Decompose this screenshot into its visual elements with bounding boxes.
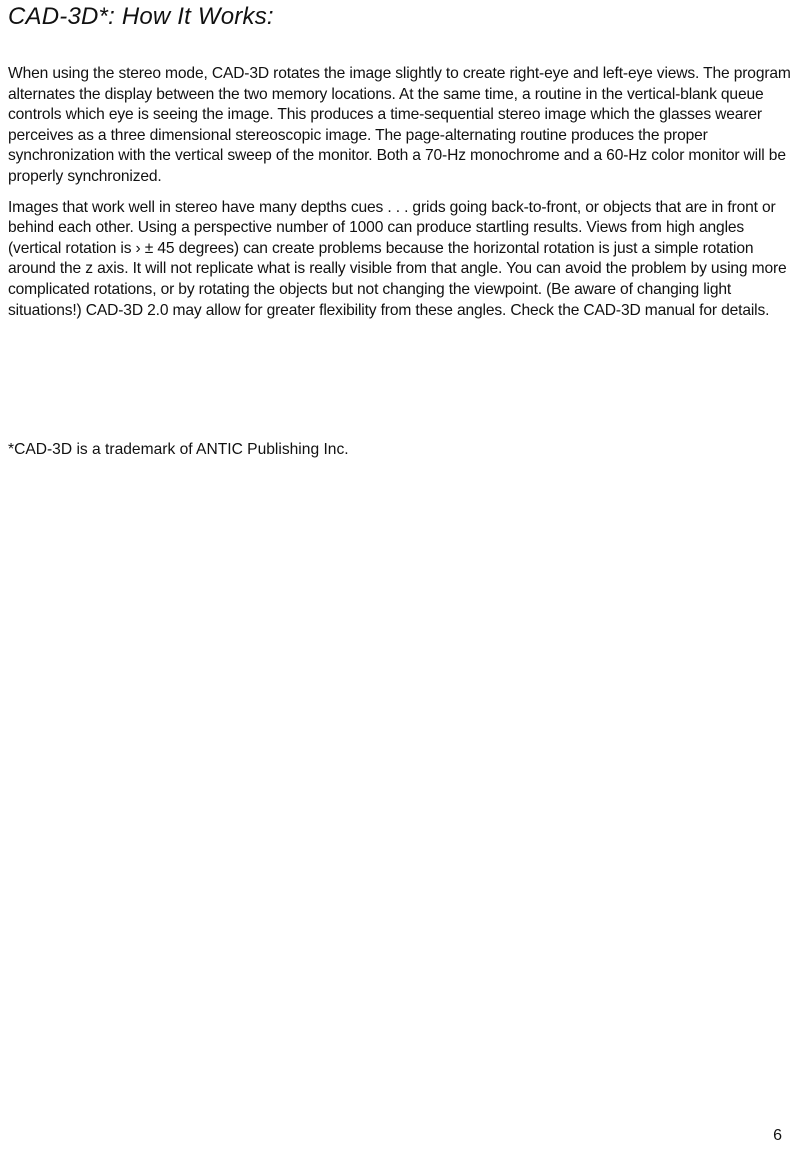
body-text — [8, 64, 794, 331]
paragraph-depth-cues: Images that work well in stereo have many depths cues . . . grids going back-to-front, or objects that are in front or behind each other. Using a perspective number of 1000 can produce startling results. Views from high angles (vertical rotation is › ± 45 degrees) can create problems because the horizontal rotation is just a simple rotation around the z axis. It will not replicate what is really visible from that angle. You can avoid the problem by using more complicated rotations, or by rotating the objects but not changing the viewpoint. (Be aware of changing light situations!) CAD-3D 2.0 may allow for greater flexibility from these angles. Check the CAD-3D manual for details. — [8, 198, 787, 319]
page-number: 6 — [773, 1127, 782, 1144]
trademark-footnote: *CAD-3D is a trademark of ANTIC Publishing Inc. — [8, 441, 349, 458]
paragraph-stereo-mode: When using the stereo mode, CAD-3D rotates the image slightly to create right-eye and left-eye views. The program alternates the display between the two memory locations. At the same time, a routine in the vertical-blank queue controls which eye is seeing the image. This produces a time-sequential stereo image which the glasses wearer perceives as a three dimensional stereoscopic image. The page-alternating routine produces the proper synchronization with the vertical sweep of the monitor. Both a 70-Hz monochrome and a 60-Hz color monitor will be properly synchronized. — [8, 65, 791, 185]
page-title: CAD-3D*: How It Works: — [8, 3, 274, 30]
